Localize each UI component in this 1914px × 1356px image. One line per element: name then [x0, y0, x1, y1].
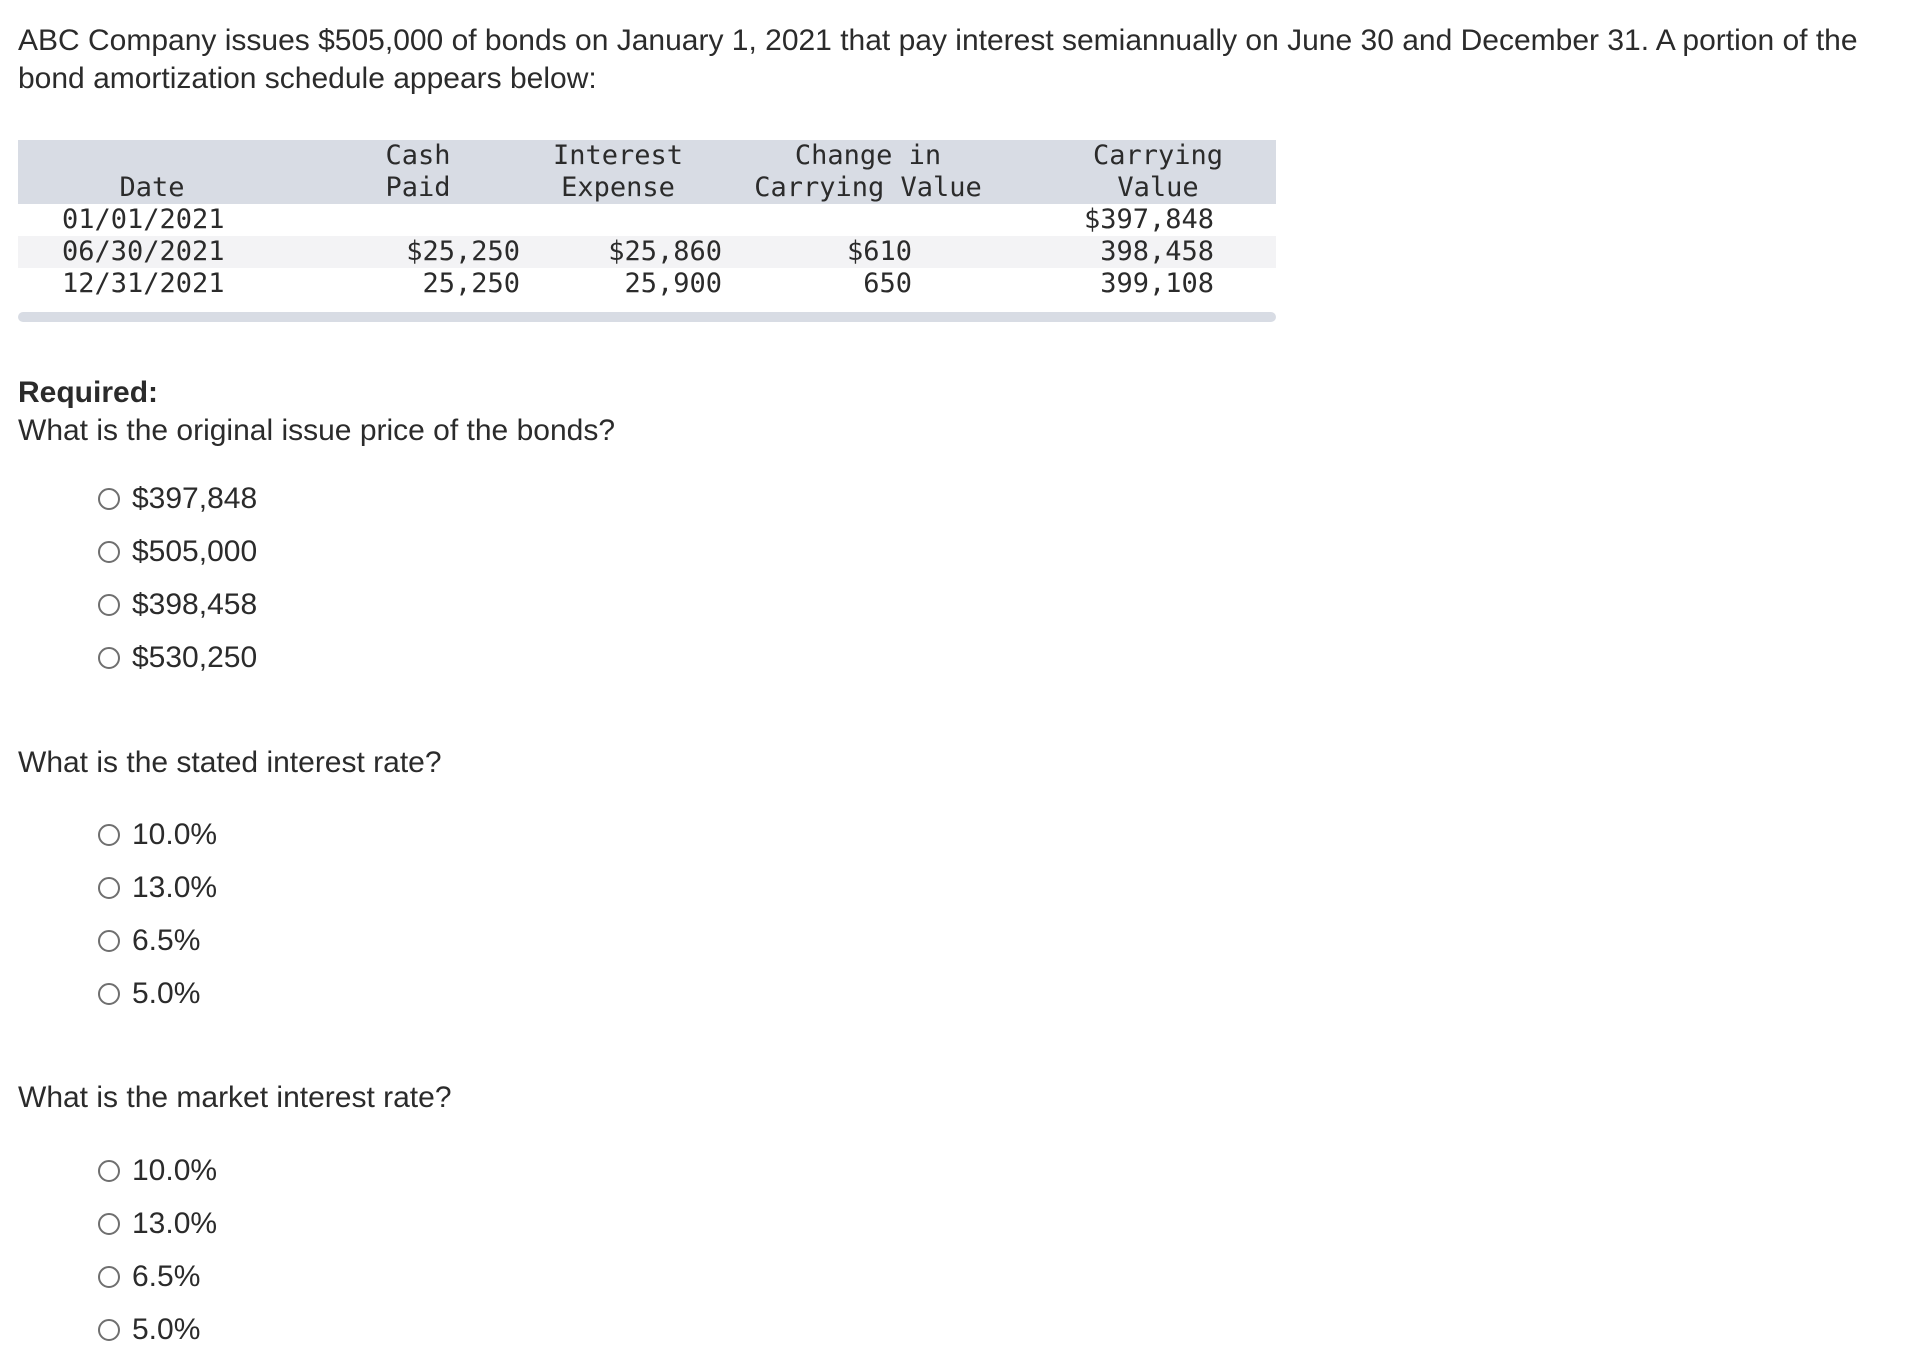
table-row [18, 204, 1276, 236]
question-3-options [98, 1144, 217, 1356]
table-row [18, 236, 1276, 268]
question-3-text: What is the market interest rate? [18, 1081, 452, 1114]
question-page [18, 22, 1898, 1346]
option-label: $397,848 [132, 481, 258, 515]
radio-icon[interactable] [98, 647, 120, 669]
radio-icon[interactable] [98, 1319, 120, 1341]
option-6-5-percent[interactable] [98, 1250, 217, 1303]
radio-icon[interactable] [98, 983, 120, 1005]
question-2 [18, 744, 442, 782]
cell-carrying-value: 398,458 [1100, 236, 1214, 267]
problem-intro: ABC Company issues $505,000 of bonds on January 1, 2021 that pay interest semiannually on June 30 and December 31. A portion of the bond amortization schedule appears below: [18, 24, 1858, 95]
question-2-options [98, 808, 217, 1020]
option-label: $530,250 [132, 640, 258, 674]
radio-icon[interactable] [98, 824, 120, 846]
header-interest-expense: Interest Expense [552, 140, 684, 203]
question-1-text: What is the original issue price of the bonds? [18, 414, 615, 447]
question-1 [18, 374, 615, 450]
cell-change-carrying-value: $610 [846, 236, 912, 267]
option-label: 13.0% [132, 1206, 218, 1240]
option-10-0-percent[interactable] [98, 1144, 217, 1197]
option-6-5-percent[interactable] [98, 914, 217, 967]
option-label: 10.0% [132, 1153, 218, 1187]
radio-icon[interactable] [98, 930, 120, 952]
option-398458[interactable] [98, 578, 257, 631]
option-label: $398,458 [132, 587, 258, 621]
schedule-header [18, 140, 1276, 204]
cell-carrying-value: 399,108 [1100, 268, 1214, 299]
cell-cash-paid: 25,250 [422, 268, 520, 299]
option-label: 10.0% [132, 817, 218, 851]
question-1-options [98, 472, 257, 684]
header-cash-paid: Cash Paid [385, 140, 451, 203]
option-13-0-percent[interactable] [98, 861, 217, 914]
option-10-0-percent[interactable] [98, 808, 217, 861]
radio-icon[interactable] [98, 1213, 120, 1235]
header-carrying-value: Carrying Value [1092, 140, 1224, 203]
option-label: 5.0% [132, 1312, 201, 1346]
option-label: 5.0% [132, 976, 201, 1010]
question-3 [18, 1079, 452, 1117]
radio-icon[interactable] [98, 541, 120, 563]
cell-date: 06/30/2021 [62, 236, 225, 267]
option-label: 13.0% [132, 870, 218, 904]
cell-carrying-value: $397,848 [1083, 204, 1214, 235]
option-label: $505,000 [132, 534, 258, 568]
required-label: Required: [18, 376, 159, 409]
radio-icon[interactable] [98, 488, 120, 510]
table-row [18, 268, 1276, 300]
cell-interest-expense: $25,860 [608, 236, 722, 267]
header-change-carrying-value: Change in Carrying Value [754, 140, 982, 203]
radio-icon[interactable] [98, 1266, 120, 1288]
question-2-text: What is the stated interest rate? [18, 746, 442, 779]
radio-icon[interactable] [98, 594, 120, 616]
option-label: 6.5% [132, 1259, 201, 1293]
header-date: Date [119, 172, 185, 203]
amortization-schedule [18, 140, 1276, 322]
option-5-0-percent[interactable] [98, 967, 217, 1020]
option-label: 6.5% [132, 923, 201, 957]
option-530250[interactable] [98, 631, 257, 684]
option-5-0-percent[interactable] [98, 1303, 217, 1356]
cell-date: 12/31/2021 [62, 268, 225, 299]
radio-icon[interactable] [98, 877, 120, 899]
schedule-bottom-bar [18, 312, 1276, 322]
radio-icon[interactable] [98, 1160, 120, 1182]
cell-change-carrying-value: 650 [863, 268, 912, 299]
option-13-0-percent[interactable] [98, 1197, 217, 1250]
option-505000[interactable] [98, 525, 257, 578]
cell-interest-expense: 25,900 [624, 268, 722, 299]
cell-cash-paid: $25,250 [406, 236, 520, 267]
cell-date: 01/01/2021 [62, 204, 225, 235]
option-397848[interactable] [98, 472, 257, 525]
